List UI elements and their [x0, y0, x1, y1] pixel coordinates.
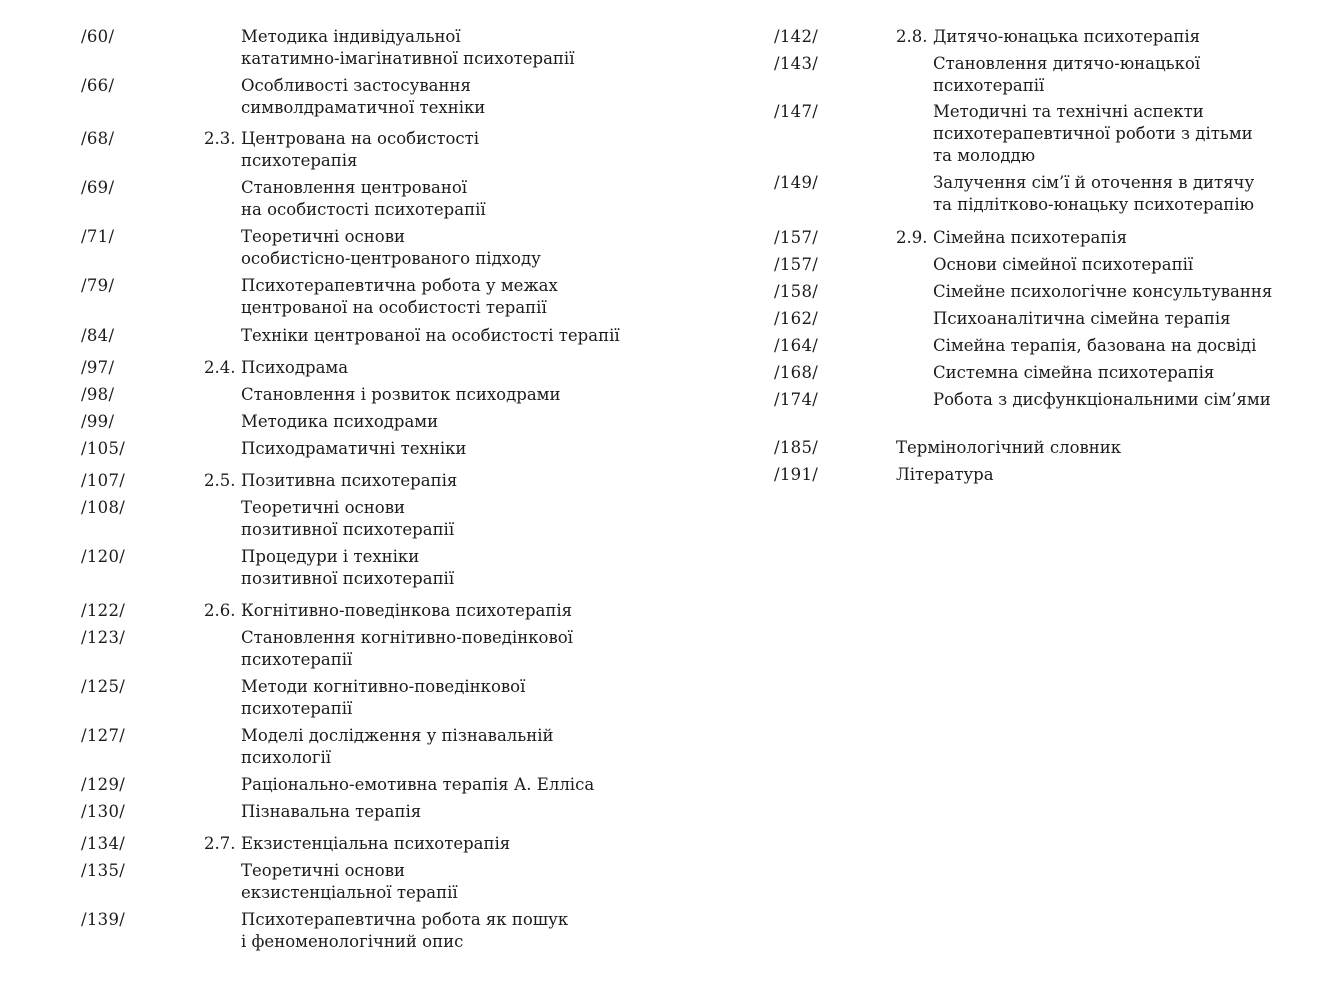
toc-page-number: /122/: [81, 601, 126, 620]
toc-page-number: /174/: [774, 390, 819, 409]
toc-page-number: /164/: [774, 336, 819, 355]
toc-title-line: особистісно-центрованого підходу: [241, 249, 541, 268]
toc-page-number: /105/: [81, 439, 126, 458]
toc-title-text: Психодрама: [241, 358, 349, 377]
toc-page-number: /69/: [81, 178, 115, 197]
toc-title-line: Термінологічний словник: [896, 438, 1122, 457]
toc-title-line: Теоретичні основи: [241, 861, 405, 880]
toc-title-line: і феноменологічний опис: [241, 932, 464, 951]
toc-subsection-title: [241, 725, 554, 769]
toc-page-number: /107/: [81, 471, 126, 490]
toc-subsection-title: [241, 325, 620, 347]
toc-section-title: [204, 470, 457, 492]
toc-title-line: Психотерапевтична робота як пошук: [241, 910, 569, 929]
toc-page-number: /98/: [81, 385, 115, 404]
toc-title-text: Центрована на особистості: [241, 129, 480, 148]
toc-title-text: Сімейна психотерапія: [933, 228, 1128, 247]
toc-title-line: Література: [896, 465, 994, 484]
toc-page-number: /125/: [81, 677, 126, 696]
toc-page-number: /142/: [774, 27, 819, 46]
toc-page-number: /149/: [774, 173, 819, 192]
toc-subsection-title: [241, 860, 458, 904]
toc-section-number: 2.3.: [204, 129, 236, 148]
toc-section-title: [204, 600, 572, 622]
toc-page-number: /162/: [774, 309, 819, 328]
toc-title-line: Раціонально-емотивна терапія А. Елліса: [241, 775, 595, 794]
toc-page-number: /66/: [81, 76, 115, 95]
toc-title-line: Теоретичні основи: [241, 498, 405, 517]
toc-title-line: Робота з дисфункціональними сім’ями: [933, 390, 1271, 409]
toc-title-line: та підлітково-юнацьку психотерапію: [933, 195, 1255, 214]
toc-subsection-title: [241, 801, 421, 823]
toc-section-number: 2.9.: [896, 228, 928, 247]
toc-title-line: Психотерапевтична робота у межах: [241, 276, 558, 295]
toc-title-text: Екзистенціальна психотерапія: [241, 834, 511, 853]
toc-subsection-title: [241, 909, 568, 953]
toc-page-number: /130/: [81, 802, 126, 821]
toc-section-title: [896, 227, 1127, 249]
toc-page-number: /84/: [81, 326, 115, 345]
toc-page-number: /123/: [81, 628, 126, 647]
toc-title-line: Техніки центрованої на особистості терапії: [241, 326, 620, 345]
toc-title-line: позитивної психотерапії: [241, 520, 455, 539]
toc-page-number: /157/: [774, 255, 819, 274]
toc-subsection-title: [241, 75, 485, 119]
toc-section-number: 2.5.: [204, 471, 236, 490]
toc-page-number: /120/: [81, 547, 126, 566]
toc-section-number: 2.8.: [896, 27, 928, 46]
toc-page-number: /158/: [774, 282, 819, 301]
toc-title-line: [896, 227, 1127, 249]
toc-page-number: /168/: [774, 363, 819, 382]
toc-title-line: та молоддю: [933, 146, 1036, 165]
toc-page-number: /135/: [81, 861, 126, 880]
toc-title-line: Психоаналітична сімейна терапія: [933, 309, 1231, 328]
toc-title-line: [204, 470, 457, 492]
toc-subsection-title: [933, 172, 1254, 216]
toc-page-number: /108/: [81, 498, 126, 517]
toc-subsection-title: [241, 275, 558, 319]
toc-title-line: Теоретичні основи: [241, 227, 405, 246]
toc-title-line: Основи сімейної психотерапії: [933, 255, 1194, 274]
toc-title-text: Позитивна психотерапія: [241, 471, 458, 490]
toc-title-line: Сімейне психологічне консультування: [933, 282, 1273, 301]
toc-page-number: /127/: [81, 726, 126, 745]
toc-title-line: Моделі дослідження у пізнавальній: [241, 726, 554, 745]
toc-subsection-title: [241, 438, 466, 460]
toc-title-line: Методика індивідуальної: [241, 27, 461, 46]
toc-title-line: [204, 833, 510, 855]
toc-subsection-title: [241, 546, 454, 590]
toc-page-number: /139/: [81, 910, 126, 929]
toc-title-line: психотерапії: [241, 650, 353, 669]
toc-title-line: центрованої на особистості терапії: [241, 298, 547, 317]
toc-title-line: психотерапії: [933, 76, 1045, 95]
toc-page-number: /147/: [774, 102, 819, 121]
toc-subsection-title: [241, 676, 525, 720]
toc-title-line: Психодраматичні техніки: [241, 439, 467, 458]
toc-page-number: /143/: [774, 54, 819, 73]
toc-title-line: позитивної психотерапії: [241, 569, 455, 588]
toc-subsection-title: [933, 254, 1193, 276]
toc-page-number: /97/: [81, 358, 115, 377]
toc-subsection-title: [241, 411, 438, 433]
toc-subsection-title: [241, 774, 594, 796]
toc-title-line: Становлення дитячо-юнацької: [933, 54, 1201, 73]
toc-subsection-title: [241, 26, 574, 70]
toc-subsection-title: [241, 497, 454, 541]
toc-page-number: /79/: [81, 276, 115, 295]
toc-subsection-title: [933, 53, 1200, 97]
toc-page-number: /129/: [81, 775, 126, 794]
toc-title-line: Методика психодрами: [241, 412, 439, 431]
toc-title-line: психотерапія: [241, 151, 358, 170]
toc-section-title: [204, 357, 348, 379]
toc-title-line: Становлення центрованої: [241, 178, 468, 197]
toc-title-line: [204, 357, 348, 379]
toc-title-line: екзистенціальної терапії: [241, 883, 458, 902]
toc-subsection-title: [933, 335, 1256, 357]
toc-subsection-title: [241, 384, 561, 406]
toc-title-line: психотерапії: [241, 699, 353, 718]
toc-title-line: Особливості застосування: [241, 76, 471, 95]
toc-title-line: на особистості психотерапії: [241, 200, 486, 219]
toc-title-line: психотерапевтичної роботи з дітьми: [933, 124, 1253, 143]
toc-title-line: Становлення і розвиток психодрами: [241, 385, 561, 404]
toc-subsection-title: [933, 362, 1214, 384]
toc-subsection-title: [933, 308, 1231, 330]
toc-title-line: Методичні та технічні аспекти: [933, 102, 1204, 121]
toc-page-number: /191/: [774, 465, 819, 484]
toc-subsection-title: [241, 177, 486, 221]
toc-subsection-title: [241, 226, 541, 270]
toc-subsection-title: [933, 281, 1272, 303]
toc-page-number: /68/: [81, 129, 115, 148]
toc-section-title: [896, 26, 1200, 48]
toc-subsection-title: [933, 101, 1253, 167]
toc-page-number: /60/: [81, 27, 115, 46]
toc-chapter-title: [896, 464, 994, 486]
toc-section-number: 2.6.: [204, 601, 236, 620]
toc-title-line: Пізнавальна терапія: [241, 802, 422, 821]
toc-title-line: Залучення сім’ї й оточення в дитячу: [933, 173, 1255, 192]
toc-page-number: /134/: [81, 834, 126, 853]
toc-section-number: 2.7.: [204, 834, 236, 853]
toc-title-line: кататимно-імагінативної психотерапії: [241, 49, 575, 68]
toc-title-line: [204, 600, 572, 622]
toc-subsection-title: [933, 389, 1271, 411]
toc-chapter-title: [896, 437, 1121, 459]
toc-title-line: Процедури і техніки: [241, 547, 420, 566]
toc-title-line: символдраматичної техніки: [241, 98, 486, 117]
toc-page-number: /157/: [774, 228, 819, 247]
toc-title-line: Методи когнітивно-поведінкової: [241, 677, 526, 696]
toc-title-line: Системна сімейна психотерапія: [933, 363, 1215, 382]
toc-title-line: [204, 128, 479, 150]
toc-section-number: 2.4.: [204, 358, 236, 377]
toc-section-title: [204, 833, 510, 855]
toc-title-text: Когнітивно-поведінкова психотерапія: [241, 601, 573, 620]
toc-title-line: психології: [241, 748, 332, 767]
toc-page-number: /71/: [81, 227, 115, 246]
toc-subsection-title: [241, 627, 573, 671]
toc-page-number: /185/: [774, 438, 819, 457]
toc-title-line: Становлення когнітивно-поведінкової: [241, 628, 573, 647]
toc-title-line: Сімейна терапія, базована на досвіді: [933, 336, 1257, 355]
toc-section-title: [204, 128, 479, 172]
toc-title-line: [896, 26, 1200, 48]
toc-title-text: Дитячо-юнацька психотерапія: [933, 27, 1201, 46]
toc-page-number: /99/: [81, 412, 115, 431]
